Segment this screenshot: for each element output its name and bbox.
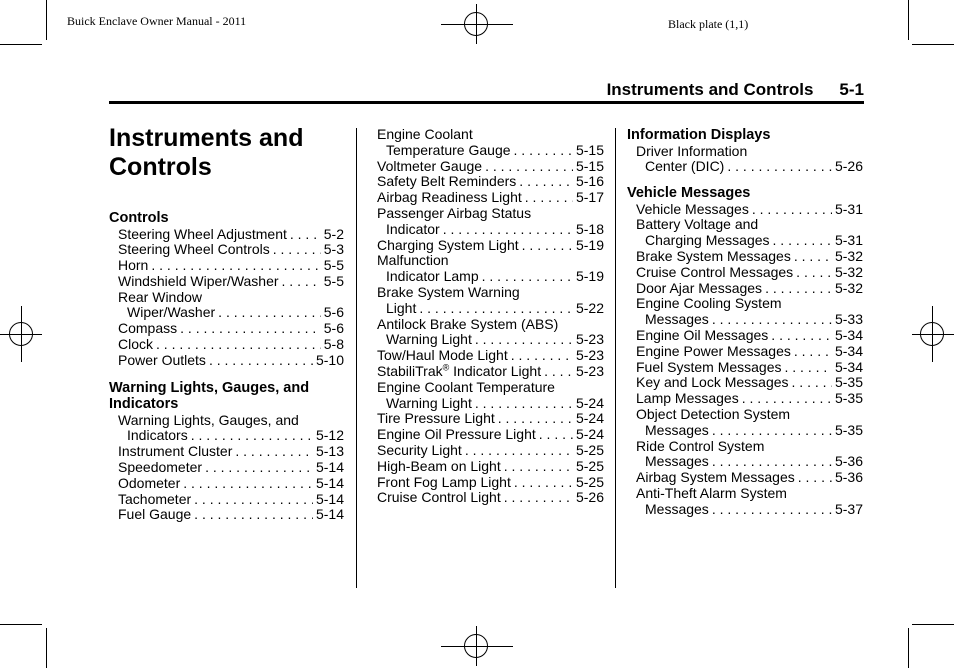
toc-entry-text: Key and Lock Messages [636, 374, 789, 391]
dot-leader [194, 507, 313, 523]
toc-entry-line [636, 144, 863, 160]
toc-page-number: 5-5 [323, 272, 344, 289]
toc-page-number: 5-12 [315, 427, 344, 444]
toc-entry-line [118, 227, 344, 243]
toc-entry-line [118, 476, 344, 492]
toc-entry [627, 344, 863, 360]
toc-entry-text: Driver Information [636, 142, 748, 159]
toc-entry [109, 476, 344, 492]
toc-entry-line [636, 375, 863, 391]
toc-entry-text: Tow/Haul Mode Light [377, 347, 508, 364]
toc-entry [109, 353, 344, 369]
dot-leader [742, 391, 832, 407]
toc-entry-line [377, 380, 604, 396]
toc-entry-text: Safety Belt Reminders [377, 173, 517, 190]
dot-leader [290, 227, 321, 243]
toc-entry-line [118, 460, 344, 476]
dot-leader [191, 428, 313, 444]
dot-leader [794, 249, 832, 265]
toc-entry-line [377, 174, 604, 190]
toc-entry-text: Temperature Gauge [386, 141, 511, 158]
toc-entry-line [377, 411, 604, 427]
dot-leader [712, 423, 832, 439]
toc-entry [377, 253, 604, 285]
toc-entry [377, 411, 604, 427]
toc-page-number: 5-35 [834, 374, 863, 391]
toc-page-number: 5-26 [575, 489, 604, 506]
toc-page-number: 5-22 [575, 299, 604, 316]
toc-page-number: 5-34 [834, 358, 863, 375]
toc-entry [377, 490, 604, 506]
toc-entry-line [636, 249, 863, 265]
section-heading: Information Displays [627, 127, 771, 143]
toc-entry [377, 206, 604, 238]
toc-entry [627, 249, 863, 265]
toc-entry [627, 217, 863, 249]
toc-entry-line [377, 190, 604, 206]
toc-entry [109, 274, 344, 290]
toc-entry [377, 174, 604, 190]
toc-entry-text: Horn [118, 257, 149, 274]
toc-entry [109, 321, 344, 337]
toc-entry-line [377, 253, 604, 269]
running-header [607, 80, 864, 100]
toc-page-number: 5-36 [834, 453, 863, 470]
toc-entry-text: Windshield Wiper/Washer [118, 272, 279, 289]
toc-entry-line [118, 337, 344, 353]
toc-page-number: 5-13 [315, 443, 344, 460]
toc-entry-line [636, 439, 863, 455]
toc-page-number: 5-24 [575, 426, 604, 443]
dot-leader [218, 305, 321, 321]
column-divider [356, 128, 357, 588]
toc-entry-text: High-Beam on Light [377, 457, 501, 474]
toc-entry-text: Engine Power Messages [636, 342, 791, 359]
toc-entry-text: Lamp Messages [636, 390, 739, 407]
toc-entry-line [636, 281, 863, 297]
toc-page-number: 5-18 [575, 220, 604, 237]
toc-page-number: 5-25 [575, 441, 604, 458]
toc-entry-line [377, 364, 604, 380]
toc-entry-line [636, 312, 863, 328]
toc-column-3 [627, 127, 863, 518]
toc-entry-text: Power Outlets [118, 351, 206, 368]
toc-entry [377, 380, 604, 412]
toc-entry-text: Instrument Cluster [118, 443, 233, 460]
toc-entry-text: Anti-Theft Alarm System [636, 484, 787, 501]
dot-leader [205, 460, 313, 476]
toc-entry-line [636, 202, 863, 218]
toc-entry-line [377, 459, 604, 475]
dot-leader [180, 321, 321, 337]
toc-page-number: 5-31 [834, 200, 863, 217]
toc-entry-line [636, 486, 863, 502]
toc-entry [627, 391, 863, 407]
dot-leader [771, 328, 832, 344]
dot-leader [712, 454, 832, 470]
toc-entry-line [118, 444, 344, 460]
toc-entry [377, 285, 604, 317]
toc-entry-text: Brake System Warning [377, 283, 520, 300]
toc-entry-line [377, 206, 604, 222]
dot-leader [235, 444, 313, 460]
toc-entry-line [636, 360, 863, 376]
toc-entry-text: Malfunction [377, 252, 449, 269]
toc-entry-line [118, 290, 344, 306]
toc-entry [109, 444, 344, 460]
dot-leader [504, 459, 573, 475]
toc-page-number: 5-34 [834, 326, 863, 343]
dot-leader [796, 265, 832, 281]
toc-page-number: 5-32 [834, 263, 863, 280]
toc-page-number: 5-31 [834, 232, 863, 249]
toc-page-number: 5-6 [323, 304, 344, 321]
toc-page-number: 5-14 [315, 459, 344, 476]
toc-entry [627, 360, 863, 376]
toc-entry-line [636, 328, 863, 344]
toc-entry [109, 460, 344, 476]
toc-page-number: 5-2 [323, 225, 344, 242]
toc-entry-text: Door Ajar Messages [636, 279, 763, 296]
toc-page-number: 5-23 [575, 331, 604, 348]
toc-entry-line [377, 285, 604, 301]
running-header-title: Instruments and Controls [606, 80, 814, 99]
toc-entry [627, 439, 863, 471]
toc-entry-line [377, 238, 604, 254]
toc-entry-text: Airbag System Messages [636, 469, 795, 486]
toc-page-number: 5-23 [575, 347, 604, 364]
toc-entry [627, 470, 863, 486]
toc-entry-line [377, 427, 604, 443]
toc-entry-text: Messages [645, 421, 709, 438]
toc-entry-line [377, 348, 604, 364]
toc-page-number: 5-23 [575, 362, 604, 379]
section-heading: Controls [109, 210, 169, 226]
dot-leader [798, 470, 832, 486]
toc-entry-text: Tachometer [118, 490, 192, 507]
toc-entry-text: Brake System Messages [636, 247, 791, 264]
toc-column-1 [109, 210, 344, 523]
toc-page-number: 5-34 [834, 342, 863, 359]
dot-leader [498, 411, 573, 427]
crop-mark [912, 624, 954, 625]
toc-entry-text: Passenger Airbag Status [377, 204, 532, 221]
registered-mark: ® [442, 362, 450, 373]
toc-page-number: 5-37 [834, 500, 863, 517]
toc-entry-line [118, 492, 344, 508]
crop-mark [912, 44, 954, 45]
dot-leader [544, 364, 573, 380]
toc-entry-text: Front Fog Lamp Light [377, 473, 511, 490]
toc-entry-text: Indicators [127, 427, 188, 444]
header-rule [109, 101, 864, 104]
print-header-left: Buick Enclave Owner Manual - 2011 [67, 14, 247, 28]
toc-entry-line [118, 507, 344, 523]
toc-page-number: 5-14 [315, 506, 344, 523]
toc-entry-text: Engine Oil Messages [636, 326, 769, 343]
toc-entry-line [636, 265, 863, 281]
toc-page-number: 5-17 [575, 189, 604, 206]
dot-leader [519, 174, 573, 190]
toc-entry-text: Charging Messages [645, 232, 770, 249]
toc-entry [109, 227, 344, 243]
crop-mark [908, 628, 909, 668]
dot-leader [539, 427, 573, 443]
toc-entry [377, 427, 604, 443]
toc-entry [627, 144, 863, 176]
dot-leader [785, 360, 832, 376]
toc-entry-line [377, 127, 604, 143]
toc-entry-line [636, 502, 863, 518]
toc-entry-line [636, 344, 863, 360]
toc-entry-line [377, 443, 604, 459]
dot-leader [419, 301, 573, 317]
toc-page-number: 5-15 [575, 157, 604, 174]
toc-page-number: 5-26 [834, 158, 863, 175]
toc-entry-text: Messages [645, 500, 709, 517]
toc-entry [627, 328, 863, 344]
toc-entry [377, 475, 604, 491]
dot-leader [752, 202, 832, 218]
crop-mark [908, 0, 909, 40]
toc-entry-text: Fuel System Messages [636, 358, 782, 375]
toc-entry [377, 190, 604, 206]
toc-entry-text: Tire Pressure Light [377, 410, 495, 427]
toc-entry-text: Ride Control System [636, 437, 765, 454]
toc-entry-text: Security Light [377, 441, 462, 458]
toc-entry [377, 459, 604, 475]
toc-entry-text: Antilock Brake System (ABS) [377, 315, 559, 332]
toc-entry-line [377, 222, 604, 238]
toc-entry-line [118, 321, 344, 337]
toc-entry-text: Steering Wheel Controls [118, 241, 270, 258]
toc-entry-text: Indicator Lamp [386, 268, 479, 285]
toc-entry-line [118, 274, 344, 290]
toc-entry-text: Warning Light [386, 394, 472, 411]
toc-entry-text: Engine Coolant Temperature [377, 378, 555, 395]
toc-page-number: 5-16 [575, 173, 604, 190]
dot-leader [514, 143, 573, 159]
toc-entry [377, 159, 604, 175]
toc-entry [627, 375, 863, 391]
toc-column-2 [377, 127, 604, 506]
toc-page-number: 5-14 [315, 474, 344, 491]
crop-mark [0, 44, 42, 45]
dot-leader [792, 375, 832, 391]
toc-entry-line [377, 396, 604, 412]
section-heading: Vehicle Messages [627, 185, 751, 202]
toc-entry-text: Compass [118, 320, 178, 337]
toc-entry-text: Messages [645, 311, 709, 328]
dot-leader [712, 502, 832, 518]
crop-mark [46, 628, 47, 668]
toc-entry-line [636, 233, 863, 249]
toc-page-number: 5-25 [575, 457, 604, 474]
toc-entry [109, 258, 344, 274]
toc-entry-line [636, 217, 863, 233]
toc-entry [627, 281, 863, 297]
toc-entry-line [377, 143, 604, 159]
dot-leader [485, 159, 573, 175]
toc-entry-line [377, 317, 604, 333]
toc-entry [377, 127, 604, 159]
toc-entry [377, 364, 604, 380]
section-heading: Warning Lights, Gauges, and Indicators [109, 379, 310, 413]
toc-page-number: 5-35 [834, 390, 863, 407]
toc-entry-line [636, 454, 863, 470]
toc-entry [627, 296, 863, 328]
dot-leader [514, 475, 573, 491]
toc-entry-text: Warning Lights, Gauges, and [118, 411, 299, 428]
toc-entry [377, 238, 604, 254]
toc-entry-text: Steering Wheel Adjustment [118, 225, 287, 242]
toc-page-number: 5-24 [575, 394, 604, 411]
toc-entry-text: Battery Voltage and [636, 216, 759, 233]
toc-entry-line [118, 242, 344, 258]
toc-entry-line [636, 296, 863, 312]
toc-page-number: 5-5 [323, 257, 344, 274]
toc-entry-line [118, 428, 344, 444]
toc-page-number: 5-33 [834, 311, 863, 328]
toc-entry-line [636, 423, 863, 439]
toc-entry [627, 265, 863, 281]
dot-leader [194, 492, 313, 508]
toc-entry-text: Messages [645, 453, 709, 470]
toc-entry [109, 242, 344, 258]
dot-leader [282, 274, 321, 290]
toc-entry-line [377, 159, 604, 175]
crop-mark [0, 624, 42, 625]
toc-entry-text: Engine Cooling System [636, 295, 782, 312]
chapter-title: Instruments and Controls [109, 124, 304, 181]
toc-entry-text: Warning Light [386, 331, 472, 348]
dot-leader [475, 332, 573, 348]
toc-entry-line [118, 413, 344, 429]
toc-page-number: 5-19 [575, 236, 604, 253]
toc-page-number: 5-35 [834, 421, 863, 438]
toc-page-number: 5-24 [575, 410, 604, 427]
toc-entry [377, 443, 604, 459]
column-divider [615, 128, 616, 588]
toc-entry-line [636, 159, 863, 175]
toc-entry-text: Vehicle Messages [636, 200, 749, 217]
toc-entry-text: Voltmeter Gauge [377, 157, 483, 174]
toc-page-number: 5-6 [323, 320, 344, 337]
dot-leader [504, 490, 573, 506]
toc-entry-text: StabiliTrak® Indicator Light [377, 362, 542, 379]
dot-leader [475, 396, 573, 412]
toc-entry-line [118, 258, 344, 274]
toc-entry [377, 348, 604, 364]
page-number: 5-1 [839, 80, 864, 99]
toc-entry-text: Engine Coolant [377, 126, 473, 142]
toc-entry-text: Object Detection System [636, 405, 791, 422]
toc-entry-text: Indicator [386, 220, 440, 237]
dot-leader [522, 238, 573, 254]
toc-entry-line [377, 490, 604, 506]
toc-entry-text: Light [386, 299, 417, 316]
toc-entry [109, 507, 344, 523]
dot-leader [443, 222, 573, 238]
toc-entry [109, 492, 344, 508]
toc-page-number: 5-3 [323, 241, 344, 258]
dot-leader [525, 190, 573, 206]
toc-page-number: 5-32 [834, 279, 863, 296]
toc-entry-text: Engine Oil Pressure Light [377, 426, 536, 443]
toc-entry-line [377, 475, 604, 491]
toc-entry-text: Wiper/Washer [127, 304, 216, 321]
toc-entry-text: Speedometer [118, 459, 203, 476]
toc-entry [627, 202, 863, 218]
toc-entry-text: Rear Window [118, 288, 203, 305]
toc-entry [109, 413, 344, 445]
crop-mark [46, 0, 47, 40]
toc-entry-line [636, 470, 863, 486]
toc-entry-line [118, 305, 344, 321]
toc-entry-text: Cruise Control Light [377, 489, 501, 506]
toc-entry-text: Fuel Gauge [118, 506, 192, 523]
dot-leader [273, 242, 321, 258]
toc-entry-line [377, 269, 604, 285]
dot-leader [465, 443, 573, 459]
dot-leader [765, 281, 832, 297]
toc-entry [109, 337, 344, 353]
toc-page-number: 5-25 [575, 473, 604, 490]
toc-entry-text: Charging System Light [377, 236, 519, 253]
dot-leader [712, 312, 832, 328]
toc-page-number: 5-10 [315, 351, 344, 368]
toc-entry-text: Odometer [118, 474, 181, 491]
toc-entry-text: Clock [118, 336, 154, 353]
toc-entry-line [377, 301, 604, 317]
dot-leader [773, 233, 832, 249]
toc-entry-line [377, 332, 604, 348]
toc-entry [109, 290, 344, 322]
toc-entry [377, 317, 604, 349]
toc-entry-line [636, 391, 863, 407]
toc-page-number: 5-15 [575, 141, 604, 158]
dot-leader [183, 476, 313, 492]
toc-page-number: 5-14 [315, 490, 344, 507]
dot-leader [151, 258, 320, 274]
dot-leader [482, 269, 573, 285]
toc-entry-text: Cruise Control Messages [636, 263, 794, 280]
toc-page-number: 5-19 [575, 268, 604, 285]
print-header-right: Black plate (1,1) [668, 17, 749, 31]
toc-entry-text: Airbag Readiness Light [377, 189, 522, 206]
toc-page-number: 5-32 [834, 247, 863, 264]
toc-entry [627, 407, 863, 439]
dot-leader [209, 353, 313, 369]
dot-leader [727, 159, 832, 175]
dot-leader [511, 348, 573, 364]
toc-page-number: 5-36 [834, 469, 863, 486]
toc-entry-line [118, 353, 344, 369]
toc-entry [627, 486, 863, 518]
toc-entry-text: Center (DIC) [645, 158, 725, 175]
dot-leader [156, 337, 321, 353]
toc-entry-line [636, 407, 863, 423]
dot-leader [794, 344, 832, 360]
toc-page-number: 5-8 [323, 336, 344, 353]
